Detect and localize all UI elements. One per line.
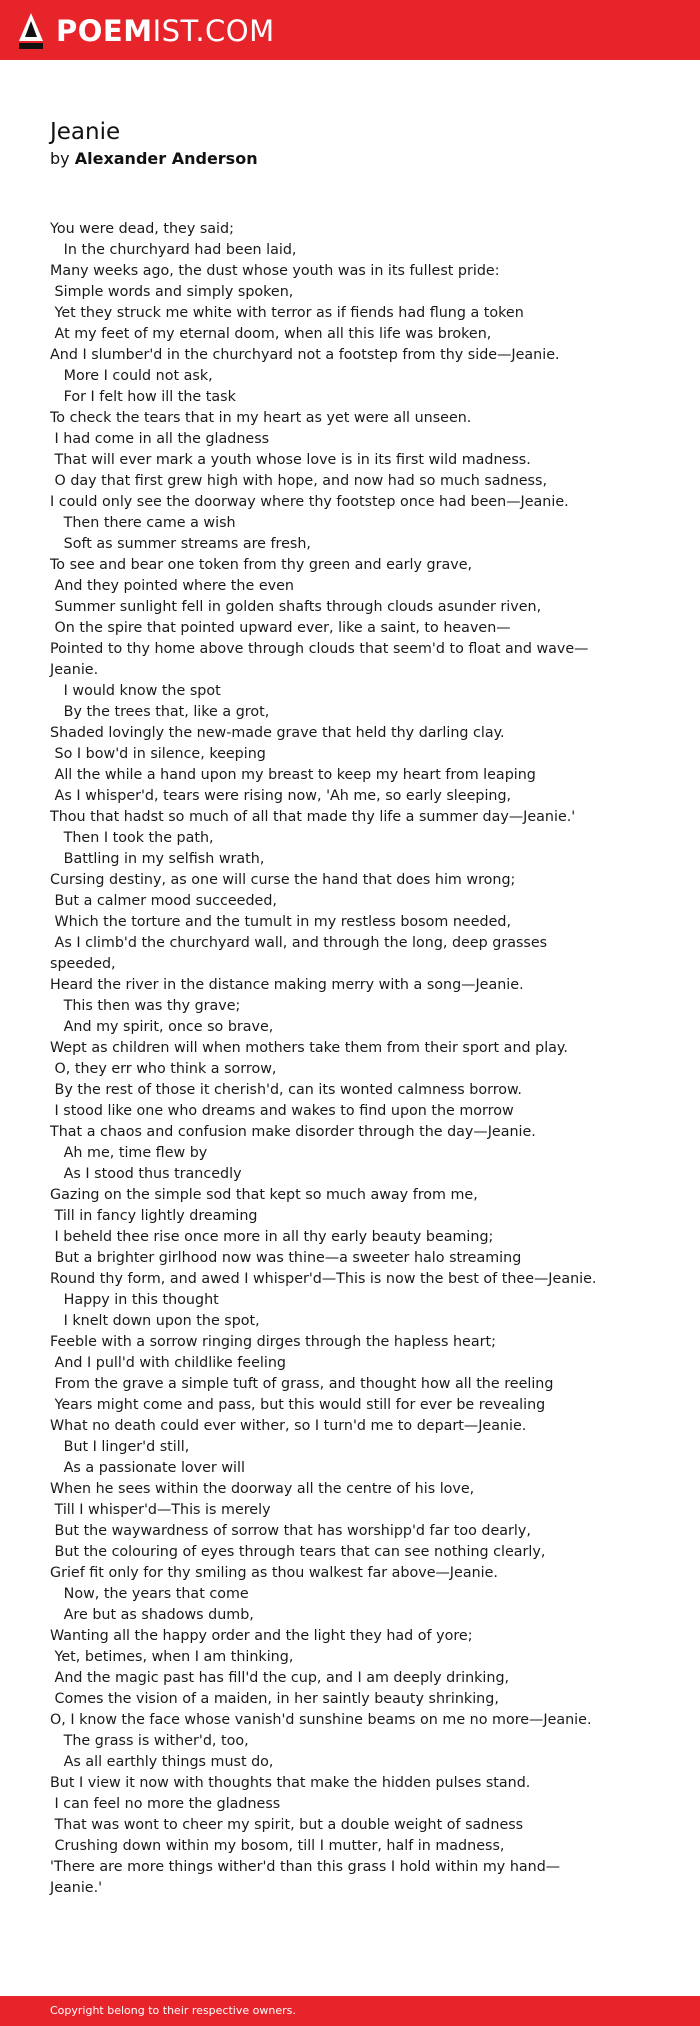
poem-line: And the magic past has fill'd the cup, and I am deeply drinking, [50, 1670, 510, 1686]
poem-line: As a passionate lover will [50, 1460, 245, 1476]
poem-line: Gazing on the simple sod that kept so much away from me, [50, 1187, 478, 1203]
site-footer [0, 1996, 700, 2026]
poem-line: Summer sunlight fell in golden shafts through clouds asunder riven, [50, 599, 542, 615]
poem-line: At my feet of my eternal doom, when all this life was broken, [50, 326, 492, 342]
poem-line: That will ever mark a youth whose love is in its first wild madness. [50, 452, 531, 468]
poem-line: Yet they struck me white with terror as if fiends had flung a token [50, 305, 524, 321]
poem-line: Till in fancy lightly dreaming [50, 1208, 258, 1224]
pen-nib-icon [18, 12, 44, 50]
poem-line: But a brighter girlhood now was thine—a sweeter halo streaming [50, 1250, 522, 1266]
poem-line: I can feel no more the gladness [50, 1796, 281, 1812]
poem-line: From the grave a simple tuft of grass, and thought how all the reeling [50, 1376, 554, 1392]
poem-line: But I view it now with thoughts that make the hidden pulses stand. [50, 1775, 531, 1791]
poem-line: By the rest of those it cherish'd, can its wonted calmness borrow. [50, 1082, 522, 1098]
poem-line: More I could not ask, [50, 368, 213, 384]
poem-line: And my spirit, once so brave, [50, 1019, 274, 1035]
poem-line: Now, the years that come [50, 1586, 249, 1602]
poem-line: O, they err who think a sorrow, [50, 1061, 277, 1077]
poem-line: Round thy form, and awed I whisper'd—This is now the best of thee—Jeanie. [50, 1271, 597, 1287]
by-prefix: by [50, 149, 70, 168]
poem-line: In the churchyard had been laid, [50, 242, 297, 258]
poem-line: But I linger'd still, [50, 1439, 190, 1455]
poem-line: By the trees that, like a grot, [50, 704, 270, 720]
poem-line: Cursing destiny, as one will curse the hand that does him wrong; [50, 872, 516, 888]
poem-line: Years might come and pass, but this would still for ever be revealing [50, 1397, 546, 1413]
logo-wordmark [56, 13, 275, 49]
poem-line: O, I know the face whose vanish'd sunshine beams on me no more—Jeanie. [50, 1712, 592, 1728]
poem-line: For I felt how ill the task [50, 389, 236, 405]
poem-line: 'There are more things wither'd than this grass I hold within my hand—Jeanie.' [50, 1859, 561, 1896]
poem-line: Pointed to thy home above through clouds that seem'd to float and wave—Jeanie. [50, 641, 589, 678]
poem-line: To check the tears that in my heart as yet were all unseen. [50, 410, 472, 426]
poem-line: That a chaos and confusion make disorder through the day—Jeanie. [50, 1124, 536, 1140]
logo-text-light: IST.COM [152, 14, 275, 48]
poem-line: Which the torture and the tumult in my restless bosom needed, [50, 914, 511, 930]
site-header [0, 0, 700, 60]
poem-line: Wept as children will when mothers take them from their sport and play. [50, 1040, 568, 1056]
poem-line: Happy in this thought [50, 1292, 219, 1308]
poem-line: Battling in my selfish wrath, [50, 851, 265, 867]
poem-line: So I bow'd in silence, keeping [50, 746, 266, 762]
poem-line: Thou that hadst so much of all that made thy life a summer day—Jeanie.' [50, 809, 576, 825]
poem-line: Many weeks ago, the dust whose youth was in its fullest pride: [50, 263, 500, 279]
poem-line: And I pull'd with childlike feeling [50, 1355, 286, 1371]
poem-line: I knelt down upon the spot, [50, 1313, 260, 1329]
poem-line: Soft as summer streams are fresh, [50, 536, 311, 552]
poem-line: I could only see the doorway where thy footstep once had been—Jeanie. [50, 494, 569, 510]
copyright-notice: Copyright belong to their respective owners. [50, 2004, 296, 2017]
poem-line: Yet, betimes, when I am thinking, [50, 1649, 294, 1665]
logo-text-bold: POEM [56, 14, 153, 48]
poem-line: I beheld thee rise once more in all thy early beauty beaming; [50, 1229, 494, 1245]
poem-line: I stood like one who dreams and wakes to find upon the morrow [50, 1103, 514, 1119]
poem-line: What no death could ever wither, so I turn'd me to depart—Jeanie. [50, 1418, 527, 1434]
poem-line: Wanting all the happy order and the light they had of yore; [50, 1628, 473, 1644]
poem-line: I had come in all the gladness [50, 431, 270, 447]
poem-line: On the spire that pointed upward ever, like a saint, to heaven— [50, 620, 511, 636]
poem-line: But the waywardness of sorrow that has worshipp'd far too dearly, [50, 1523, 531, 1539]
poem-line: Crushing down within my bosom, till I mutter, half in madness, [50, 1838, 505, 1854]
poem-body [50, 219, 610, 1899]
poem-line: To see and bear one token from thy green and early grave, [50, 557, 473, 573]
poem-title: Jeanie [50, 119, 121, 145]
poem-line: But the colouring of eyes through tears that can see nothing clearly, [50, 1544, 546, 1560]
site-logo[interactable] [18, 12, 275, 50]
poem-line: As I climb'd the churchyard wall, and through the long, deep grasses speeded, [50, 935, 552, 972]
poem-line: You were dead, they said; [50, 221, 234, 237]
poem-line: When he sees within the doorway all the centre of his love, [50, 1481, 475, 1497]
poem-line: And they pointed where the even [50, 578, 294, 594]
poem-line: And I slumber'd in the churchyard not a footstep from thy side—Jeanie. [50, 347, 560, 363]
poem-line: That was wont to cheer my spirit, but a double weight of sadness [50, 1817, 524, 1833]
poem-line: Then there came a wish [50, 515, 236, 531]
poem-line: This then was thy grave; [50, 998, 241, 1014]
poem-line: Then I took the path, [50, 830, 214, 846]
poem-line: All the while a hand upon my breast to keep my heart from leaping [50, 767, 536, 783]
poem-line: The grass is wither'd, too, [50, 1733, 249, 1749]
poem-line: Till I whisper'd—This is merely [50, 1502, 271, 1518]
poem-line: As I whisper'd, tears were rising now, 'Ah me, so early sleeping, [50, 788, 512, 804]
poem-line: Heard the river in the distance making merry with a song—Jeanie. [50, 977, 524, 993]
poem-line: Feeble with a sorrow ringing dirges through the hapless heart; [50, 1334, 496, 1350]
poem-line: Grief fit only for thy smiling as thou walkest far above—Jeanie. [50, 1565, 498, 1581]
poem-line: Are but as shadows dumb, [50, 1607, 254, 1623]
poem-line: O day that first grew high with hope, and now had so much sadness, [50, 473, 547, 489]
poem-line: But a calmer mood succeeded, [50, 893, 277, 909]
poem-line: As all earthly things must do, [50, 1754, 274, 1770]
author-link[interactable]: Alexander Anderson [74, 149, 258, 168]
poem-line: I would know the spot [50, 683, 221, 699]
poem-line: Comes the vision of a maiden, in her saintly beauty shrinking, [50, 1691, 499, 1707]
byline [50, 148, 258, 170]
poem-line: As I stood thus trancedly [50, 1166, 242, 1182]
poem-line: Ah me, time flew by [50, 1145, 208, 1161]
poem-line: Simple words and simply spoken, [50, 284, 294, 300]
poem-line: Shaded lovingly the new-made grave that held thy darling clay. [50, 725, 505, 741]
